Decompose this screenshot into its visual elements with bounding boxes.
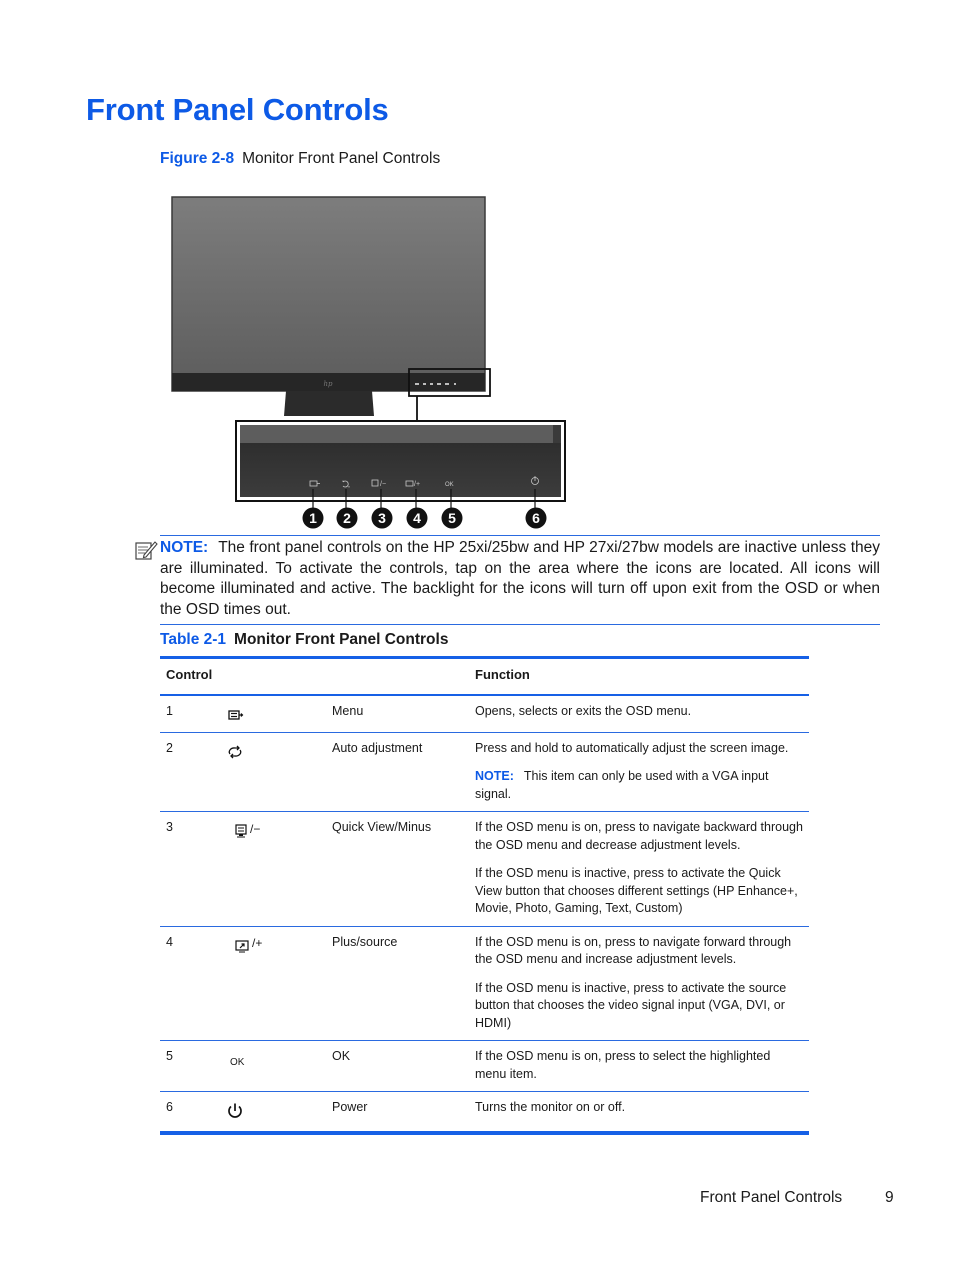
controls-table [160,656,809,1135]
row-icon-cell [206,926,326,1041]
menu-icon [226,706,244,724]
note-label: NOTE: [160,539,209,556]
figure-label: Figure 2-8 [160,150,235,167]
row-name: Quick View/Minus [326,812,469,927]
row-function: If the OSD menu is on, press to select the highlighted menu item. [469,1041,809,1092]
row-function: If the OSD menu is on, press to navigate backward through the OSD menu and decrease adjustment levels. If the OSD menu is inactive, press to activate the Quick View button that chooses different settings (HP Enhance+, Movie, Photo, Gaming, Text, Custom) [469,812,809,927]
row-icon-cell [206,732,326,812]
panel-ok-text: OK [445,482,454,488]
row-name: OK [326,1041,469,1092]
table-row [160,1092,809,1133]
figure-caption [160,150,440,168]
table-title: Monitor Front Panel Controls [234,631,449,648]
row-icon-cell [206,1041,326,1092]
row-name: Auto adjustment [326,732,469,812]
row-number: 1 [166,703,173,718]
quick-view-minus-text: /− [250,821,261,836]
table-row [160,1041,809,1092]
table-row [160,695,809,733]
callout-6 [526,508,547,529]
source-icon [234,938,252,954]
footer-section-title: Front Panel Controls [700,1189,843,1206]
svg-text:hp: hp [323,380,333,388]
row-function: Opens, selects or exits the OSD menu. [475,703,692,718]
row-number: 5 [160,1041,206,1092]
row-icon-cell [206,812,326,927]
plus-source-text: /+ [252,936,263,951]
svg-text:1: 1 [309,510,317,526]
row-number: 4 [160,926,206,1041]
table-header-row [160,658,809,695]
panel-plus-text: /+ [414,481,421,488]
row-icon-cell [206,695,326,733]
row-name: Menu [332,703,364,718]
figure-title: Monitor Front Panel Controls [242,150,441,167]
power-icon [225,1101,245,1121]
row-name: Power [326,1092,469,1133]
callout-4 [407,508,428,529]
callout-5 [442,508,463,529]
svg-text:2: 2 [343,510,351,526]
quick-view-icon [234,823,250,839]
monitor-front-panel-figure [168,192,573,532]
table-caption [160,631,448,649]
table-row [160,812,809,927]
note-block [160,535,880,625]
row-name: Plus/source [326,926,469,1041]
svg-text:5: 5 [448,510,456,526]
svg-text:4: 4 [413,510,421,526]
row-number: 6 [160,1092,206,1133]
note-pencil-icon [134,538,158,562]
auto-adjust-icon [226,743,244,761]
panel-minus-text: /− [380,481,387,488]
svg-text:6: 6 [532,510,540,526]
callout-2 [337,508,358,529]
front-panel-zoom [236,421,565,509]
note-text: The front panel controls on the HP 25xi/25bw and HP 27xi/27bw models are inactive unless they are illuminated. To activate the controls, tap on the area where the icons are located. All icons will become illuminated and active. The backlight for the icons will turn off upon exit from the OSD or when the OSD times out. [160,539,880,619]
callout-3 [372,508,393,529]
footer-page-number: 9 [885,1189,894,1206]
row-note: NOTE: This item can only be used with a VGA input signal. [475,769,769,801]
table-row [160,732,809,812]
table-label: Table 2-1 [160,631,227,648]
svg-text:3: 3 [378,510,386,526]
table-row [160,926,809,1041]
ok-icon: OK [230,1057,245,1068]
row-function: Turns the monitor on or off. [469,1092,809,1133]
header-function: Function [469,658,809,695]
row-icon-cell [206,1092,326,1133]
row-number: 2 [160,732,206,812]
row-function: Press and hold to automatically adjust the screen image. NOTE: This item can only be used with a VGA input signal. [469,732,809,812]
row-function: If the OSD menu is on, press to navigate forward through the OSD menu and increase adjustment levels. If the OSD menu is inactive, press to activate the source button that chooses the video signal input (VGA, DVI, or HDMI) [469,926,809,1041]
header-control: Control [160,658,469,695]
monitor-illustration [172,197,490,421]
page-title: Front Panel Controls [86,92,389,127]
row-number: 3 [160,812,206,927]
callout-1 [303,508,324,529]
